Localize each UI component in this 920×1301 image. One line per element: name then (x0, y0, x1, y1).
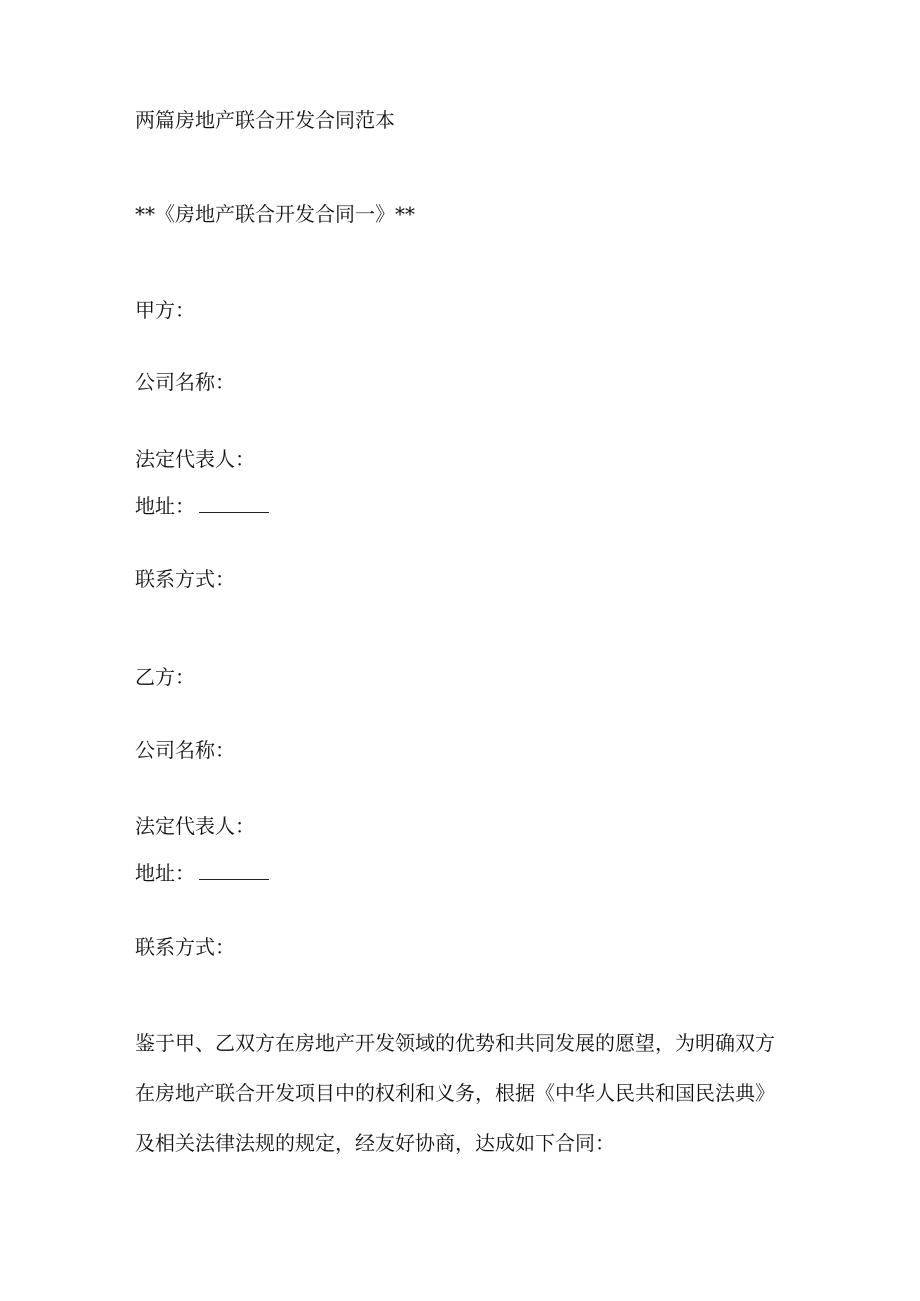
party-b-address-blank (199, 865, 269, 880)
party-b-address-row (135, 861, 269, 885)
party-a-company-label: 公司名称： (135, 370, 235, 394)
party-a-address-blank (199, 498, 269, 513)
party-a-address-row (135, 494, 269, 518)
party-b-label: 乙方： (135, 665, 195, 689)
party-b-legal-rep-label: 法定代表人： (135, 814, 255, 838)
document-title: 两篇房地产联合开发合同范本 (135, 108, 395, 132)
party-a-legal-rep-label: 法定代表人： (135, 447, 255, 471)
party-b-contact-label: 联系方式： (135, 935, 235, 959)
contract-subtitle: **《房地产联合开发合同一》** (135, 202, 415, 226)
party-a-contact-label: 联系方式： (135, 567, 235, 591)
party-b-company-label: 公司名称： (135, 738, 235, 762)
party-b-address-label: 地址： (135, 861, 195, 885)
preamble-paragraph: 鉴于甲、乙双方在房地产开发领域的优势和共同发展的愿望，为明确双方在房地产联合开发项目中的权利和义务，根据《中华人民共和国民法典》及相关法律法规的规定，经友好协商，达成如下合同： (135, 1031, 775, 1155)
party-a-address-label: 地址： (135, 494, 195, 518)
party-a-label: 甲方： (135, 298, 195, 322)
